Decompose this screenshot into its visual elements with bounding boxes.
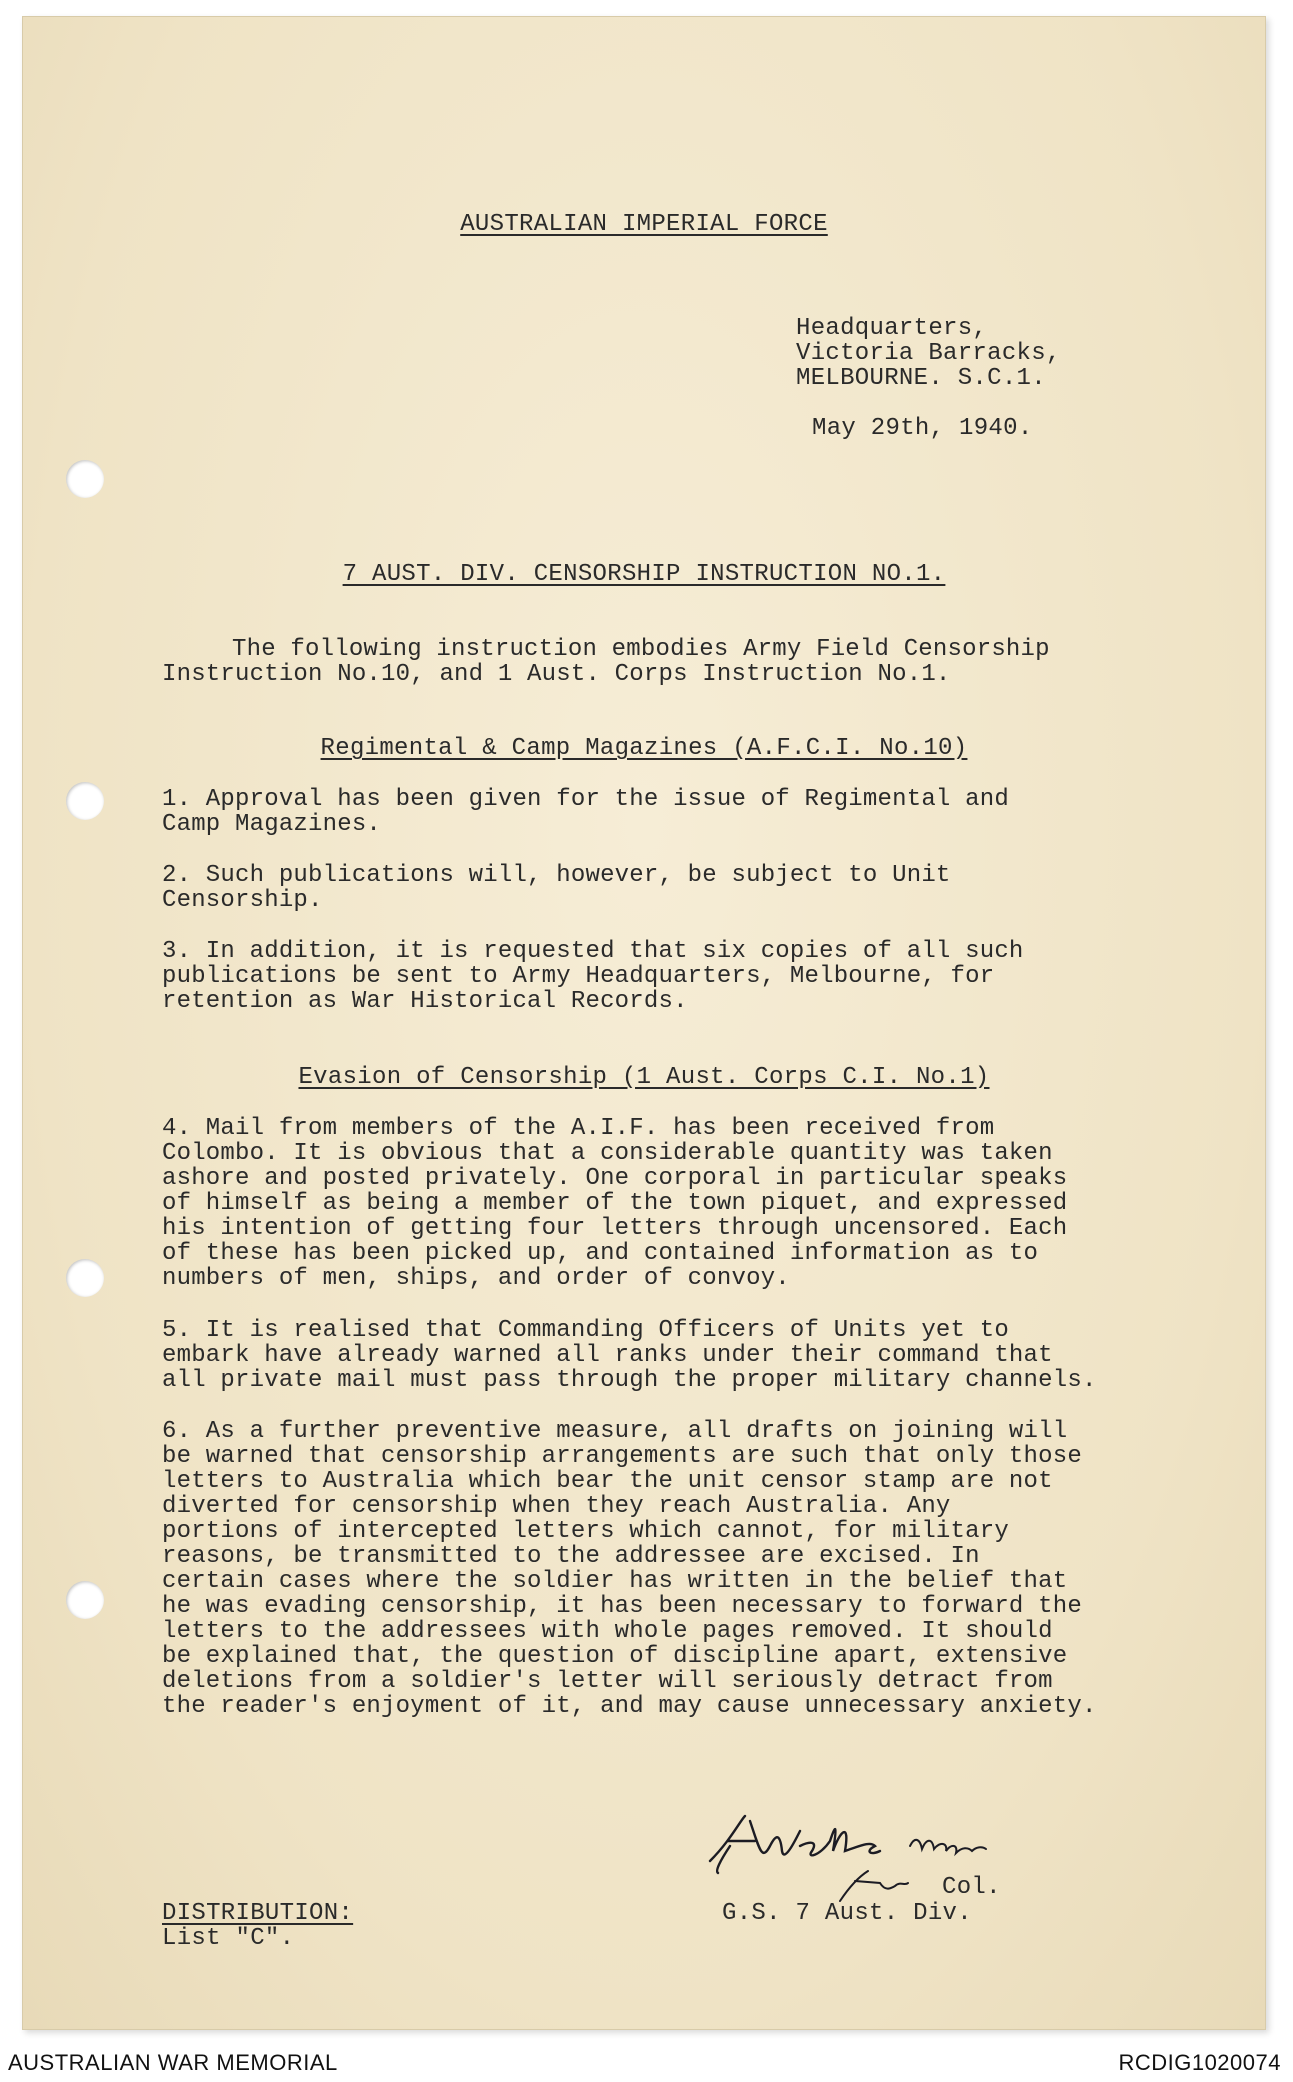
signatory-rank: Col. <box>942 1874 1001 1901</box>
distribution-list: List "C". <box>162 1925 295 1952</box>
paragraph-1: 1. Approval has been given for the issue of Regimental and Camp Magazines. <box>162 786 1009 838</box>
punch-hole <box>66 782 104 820</box>
address-line: Victoria Barracks, <box>796 340 1061 367</box>
distribution-label: DISTRIBUTION: <box>162 1900 354 1927</box>
signatory-office: G.S. 7 Aust. Div. <box>722 1900 972 1927</box>
paragraph-3: 3. In addition, it is requested that six copies of all such publications be sent to Army Headquarters, Melbourne, for retention as War Historical Records. <box>162 938 1024 1015</box>
address-line: MELBOURNE. S.C.1. <box>796 365 1046 392</box>
address-line: Headquarters, <box>796 315 988 342</box>
punch-hole <box>66 460 104 498</box>
paragraph-6: 6. As a further preventive measure, all drafts on joining will be warned that censorship arrangements are such that only those letters to Australia which bear the unit censor stamp are not diverted for censorship when they reach Australia. Any portions of intercepted letters which cannot, for military reasons, be transmitted to the addressee are excised. In certain cases where the soldier has written in the belief that he was evading censorship, it has been necessary to forward the letters to the addressees with whole pages removed. It should be explained that, the question of discipline apart, extensive deletions from a soldier's letter will seriously detract from the reader's enjoyment of it, and may cause unnecessary anxiety. <box>162 1418 1097 1720</box>
section-heading-magazines: Regimental & Camp Magazines (A.F.C.I. No.10) <box>320 735 968 762</box>
document-date: May 29th, 1940. <box>812 415 1033 442</box>
paragraph-5: 5. It is realised that Commanding Officers of Units yet to embark have already warned all ranks under their command that all private mail must pass through the proper military channels. <box>162 1317 1097 1394</box>
paragraph-2: 2. Such publications will, however, be subject to Unit Censorship. <box>162 862 951 914</box>
punch-hole <box>66 1581 104 1619</box>
punch-hole <box>66 1259 104 1297</box>
section-heading-evasion: Evasion of Censorship (1 Aust. Corps C.I. No.1) <box>298 1064 990 1091</box>
document-page <box>22 16 1266 2030</box>
paragraph-4: 4. Mail from members of the A.I.F. has been received from Colombo. It is obvious that a considerable quantity was taken ashore and posted privately. One corporal in particular speaks of himself as being a member of the town piquet, and expressed his intention of getting four letters through uncensored. Each of these has been picked up, and contained information as to numbers of men, ships, and order of convoy. <box>162 1115 1068 1292</box>
archive-credit: AUSTRALIAN WAR MEMORIAL <box>8 2050 338 2075</box>
archive-id: RCDIG1020074 <box>1118 2050 1281 2075</box>
intro-paragraph: The following instruction embodies Army Field Censorship Instruction No.10, and 1 Aust. Corps Instruction No.1. <box>162 636 1050 688</box>
instruction-heading: 7 AUST. DIV. CENSORSHIP INSTRUCTION NO.1. <box>342 561 946 588</box>
letterhead-title: AUSTRALIAN IMPERIAL FORCE <box>460 211 828 238</box>
